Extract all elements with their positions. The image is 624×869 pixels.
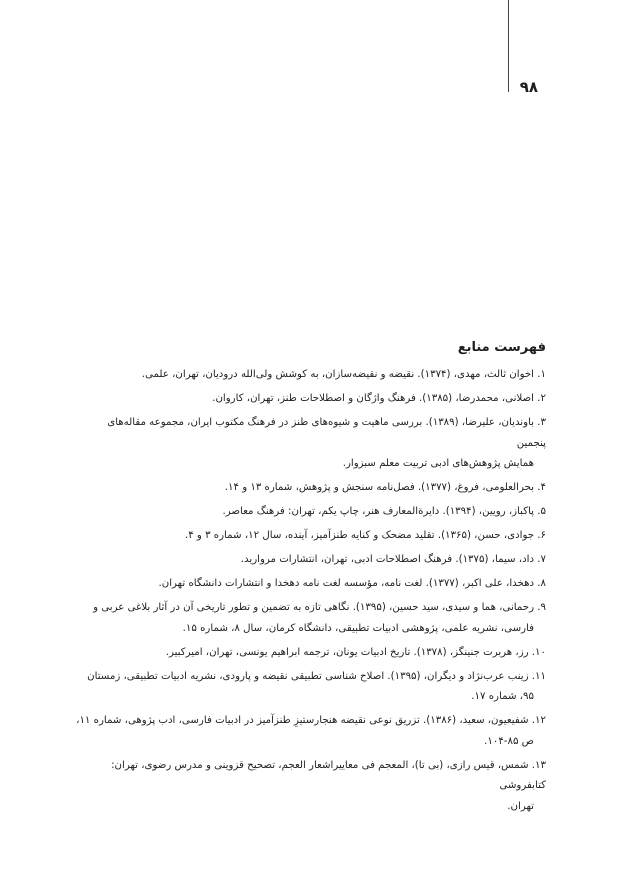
reference-item [76,711,546,752]
reference-text: جوادی، حسن، (۱۳۶۵). تقلید مضحک و کنایه طنزآمیز، آینده، سال ۱۲، شماره ۳ و ۴. [184,530,535,541]
reference-text: پاکباز، رویین، (۱۳۹۴). دایرةالمعارف هنر، چاپ یکم، تهران: فرهنگ معاصر. [222,506,535,517]
reference-item [76,756,546,818]
reference-number: ۹. [537,602,546,613]
reference-number: ۴. [537,482,546,493]
reference-number: ۲. [537,393,546,404]
reference-text: بحرالعلومی، فروغ، (۱۳۷۷). فصل‌نامه سنجش و پژوهش، شماره ۱۳ و ۱۴. [224,482,535,493]
references-list [76,365,546,817]
reference-item [76,389,546,410]
reference-item [76,643,546,664]
references-title: فهرست منابع [457,340,546,355]
reference-text: زینب عرب‌نژاد و دیگران، (۱۳۹۵). اصلاح شناسی تطبیقی نقیضه و پارودی، نشریه ادبیات تطبیقی، زمستان [87,670,529,682]
reference-item [76,413,546,475]
reference-number: ۸. [537,578,546,589]
reference-item [76,550,546,571]
reference-item [76,667,546,708]
reference-item [76,502,546,523]
reference-text: اصلانی، محمدرضا، (۱۳۸۵). فرهنگ واژگان و اصطلاحات طنز، تهران، کاروان. [212,393,535,404]
reference-text-continued: ص ۸۵-۱۰۴. [484,735,534,747]
reference-text: رز، هربرت جنینگز، (۱۳۷۸). تاریخ ادبیات یونان، ترجمه ابراهیم یونسی، تهران، امیرکبیر. [165,646,529,658]
reference-text: دهخدا، علی اکبر، (۱۳۷۷). لغت نامه، مؤسسه لغت نامه دهخدا و انتشارات دانشگاه تهران. [158,578,535,589]
reference-number: ۱. [537,369,546,380]
reference-text: باوندیان، علیرضا، (۱۳۸۹). بررسی ماهیت و شیوه‌های طنز در فرهنگ مکتوب ایران، مجموعه مقاله‌های پنجمین [107,417,546,449]
reference-text-continued: همایش پژوهش‌های ادبی تربیت معلم سبزوار. [342,458,534,469]
reference-item [76,478,546,499]
reference-number: ۵. [537,506,546,517]
reference-item [76,365,546,386]
reference-text-continued: فارسی، نشریه علمی، پژوهشی ادبیات تطبیقی، دانشگاه کرمان، سال ۸، شماره ۱۵. [182,622,534,634]
reference-number: ۱۱. [531,670,546,682]
page-number: ۹۸ [519,78,538,96]
reference-text-continued: ۹۵، شماره ۱۷. [471,691,534,702]
reference-text: شمس، قیس رازی، (بی تا)، المعجم فی معاییراشعار العجم، تصحیح قزوینی و مدرس رضوی، تهران: کتابفروشی [111,759,546,791]
reference-text: شفیعیون، سعید، (۱۳۸۶). تزریق نوعی نقیضه هنجارستیزِ طنزآمیز در ادبیات فارسی، ادب پژوهی، شماره ۱۱، [76,715,529,726]
reference-item [76,526,546,547]
header-divider-line [508,0,509,92]
references-section [76,340,546,821]
reference-text: داد، سیما، (۱۳۷۵). فرهنگ اصطلاحات ادبی، تهران، انتشارات مروارید. [240,554,535,565]
reference-item [76,598,546,639]
reference-text-continued: تهران. [507,800,534,812]
reference-text: رحمانی، هما و سیدی، سید حسین، (۱۳۹۵). نگاهی تازه به تضمین و تطور تاریخی آن در آثار بلاغی عربی و [93,602,535,613]
reference-number: ۷. [537,554,546,565]
reference-text: اخوان ثالث، مهدی، (۱۳۷۴). نقیضه و نقیضه‌سازان، به کوشش ولی‌الله درودیان، تهران، علمی. [141,369,535,380]
reference-number: ۶. [537,530,546,541]
reference-number: ۱۳. [531,759,546,771]
reference-number: ۱۲. [531,715,546,726]
reference-number: ۳. [537,417,546,428]
reference-item [76,574,546,595]
reference-number: ۱۰. [531,646,546,658]
